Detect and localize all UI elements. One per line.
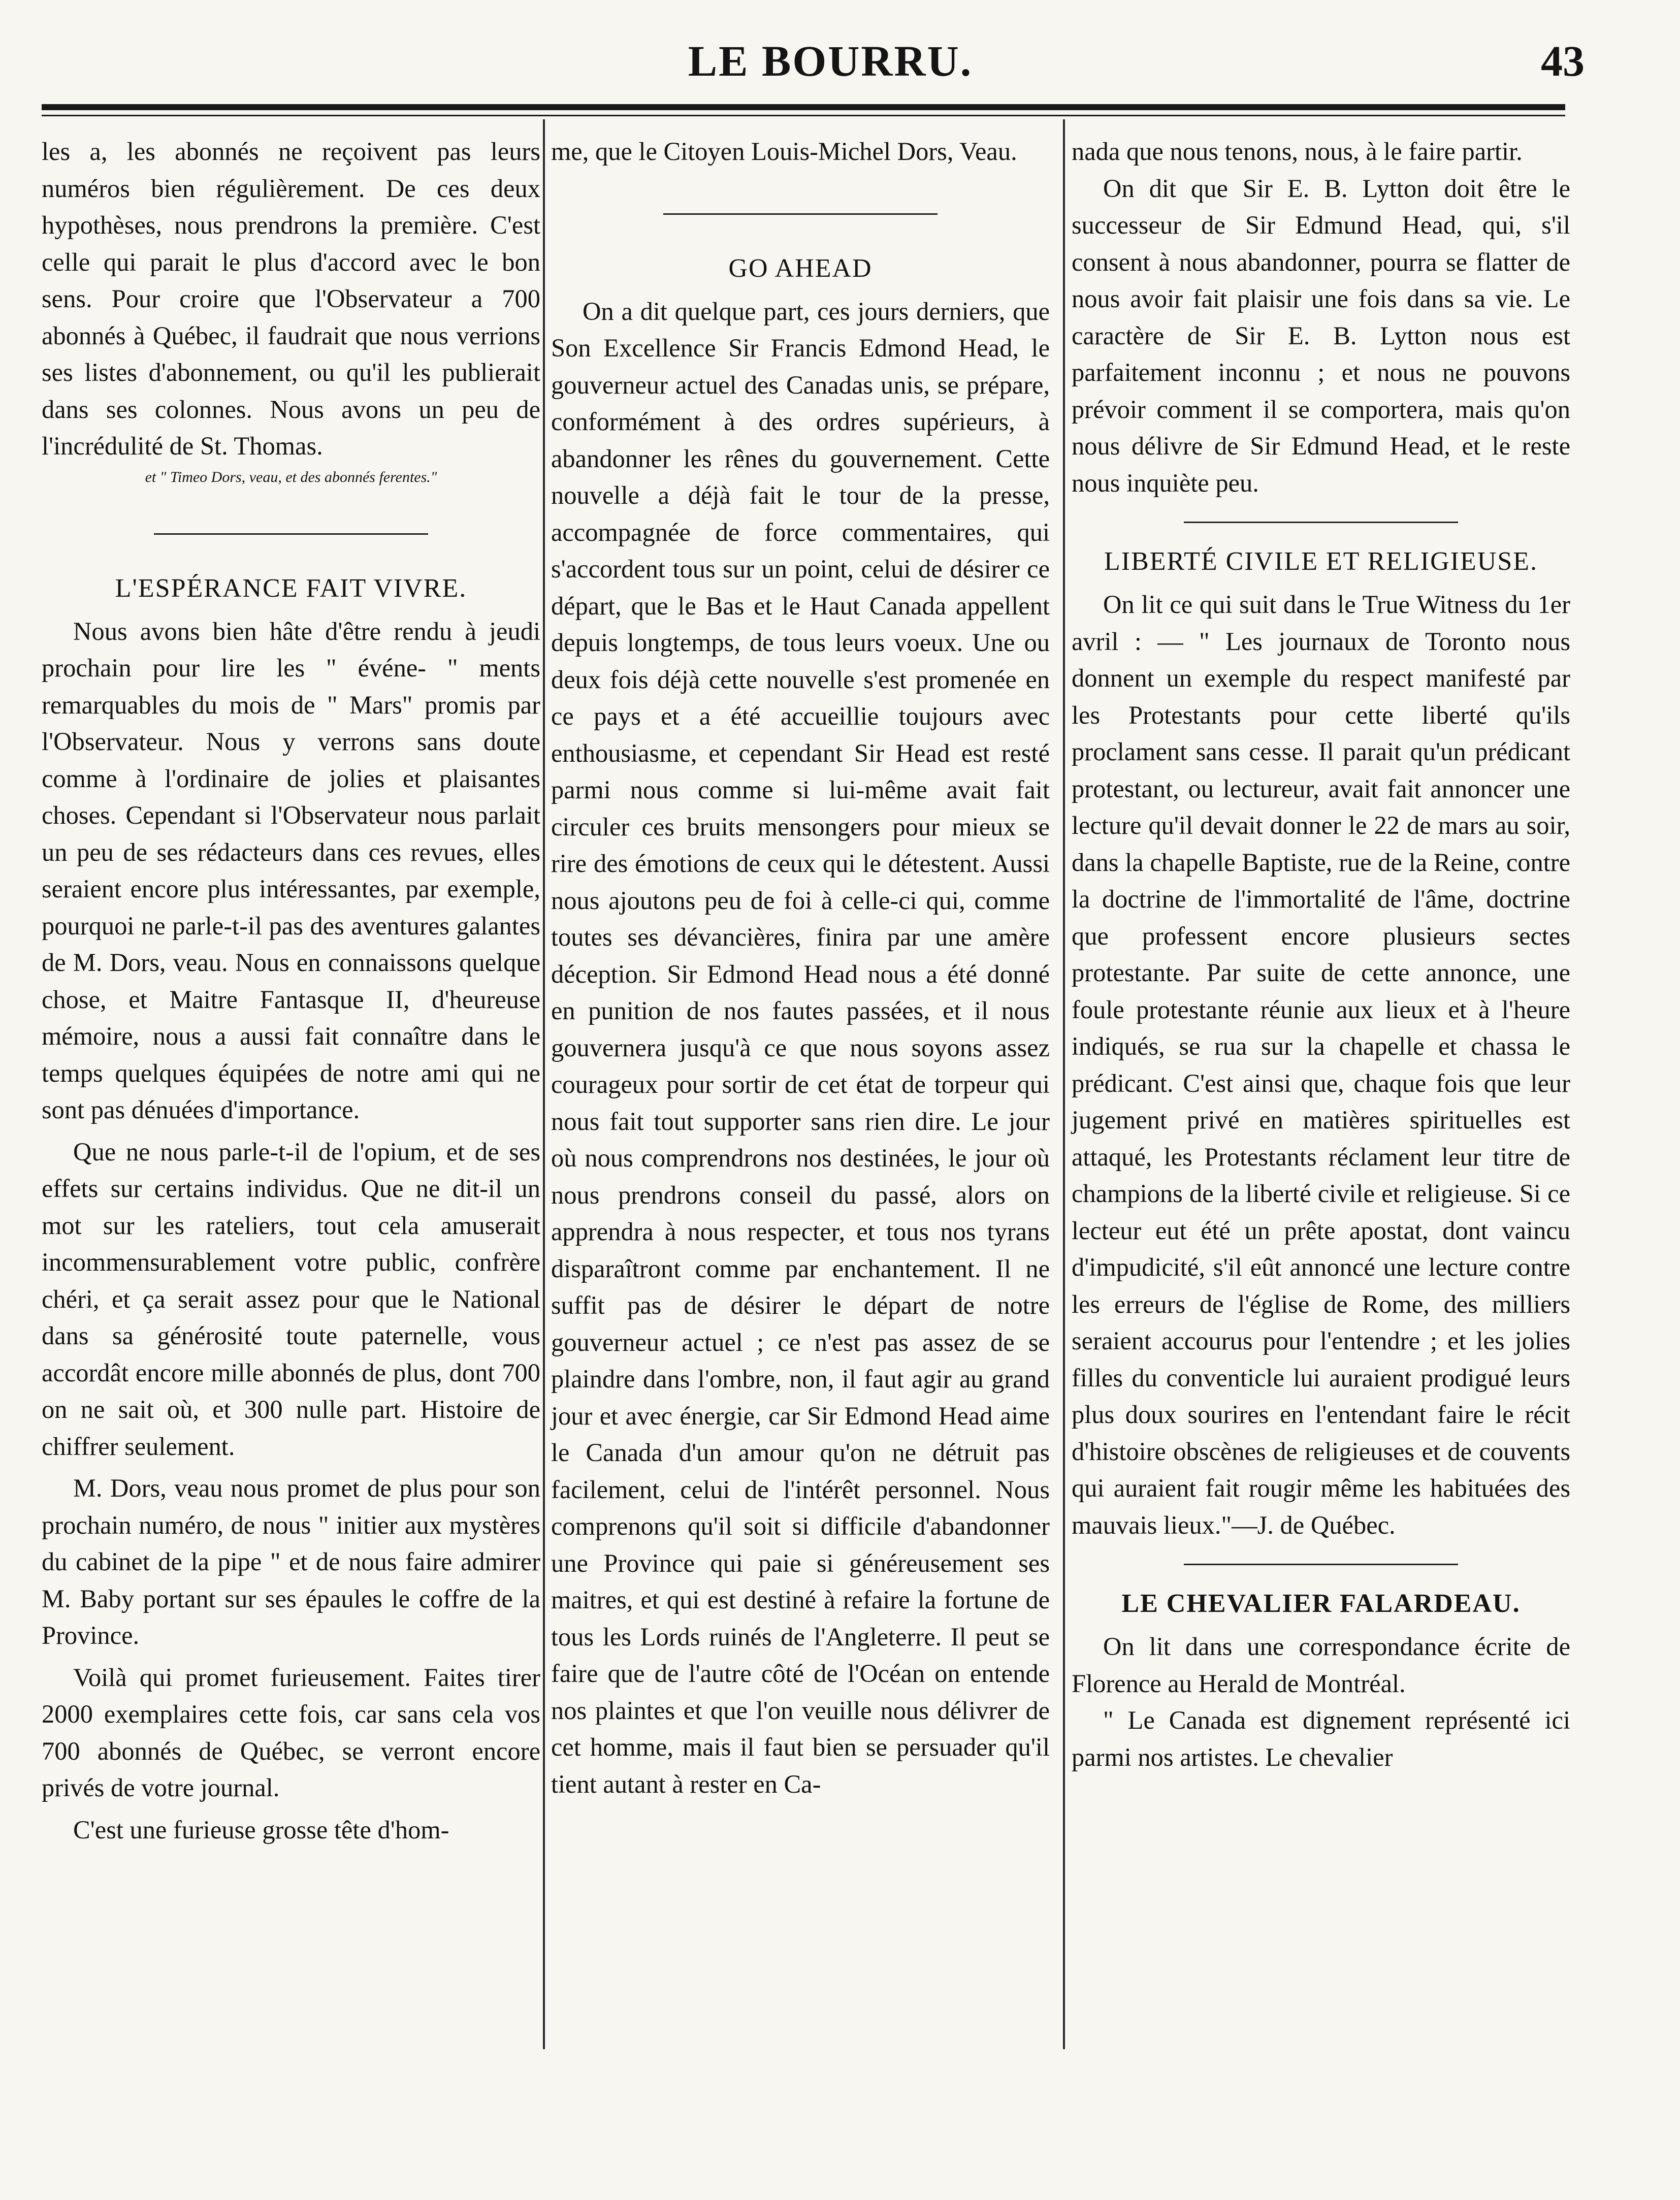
article-paragraph: On lit ce qui suit dans le True Witness du 1er avril : — " Les journaux de Toronto nous donnent un exemple du respect manifesté par les Protestants pour cette liberté qu'ils proclament sans cesse. Il parait qu'un prédicant protestant, ou lectureur, avait fait annoncer une lecture qu'il devait donner le 22 de mars au soir, dans la chapelle Baptiste, rue de la Reine, contre la doctrine de l'immortalité de l'âme, doctrine que professent encore plusieurs sectes protestante. Par suite de cette annonce, une foule protestante réunie aux lieux et à l'heure indiqués, se rua sur la chapelle et chassa le prédicant. C'est ainsi que, chaque fois que leur jugement privé en matières spirituelles est attaqué, les Protestants réclament leur titre de champions de la liberté civile et religieuse. Si ce lecteur eut été un prête apostat, dont vaincu d'impudicité, s'il eût annoncé une lecture contre les erreurs de l'église de Rome, des milliers seraient accourus pour l'entendre ; et les jolies filles du conventicle lui auraient prodigué leurs plus doux sourires en l'entendant faire le récit d'histoire obscènes de religieuses et de couvents qui auraient fait rougir même les habituées des mauvais lieux."—J. de Québec. xyxy=(1072,590,1570,1539)
article-paragraph: me, que le Citoyen Louis-Michel Dors, Veau. xyxy=(551,137,1017,166)
article-paragraph: M. Dors, veau nous promet de plus pour son prochain numéro, de nous " initier aux mystères du cabinet de la pipe " et de nous faire admirer M. Baby portant sur ses épaules le coffre de la Province. xyxy=(42,1474,540,1649)
newspaper-title: LE BOURRU. xyxy=(688,37,973,85)
article-paragraph: On a dit quelque part, ces jours derniers, que Son Excellence Sir Francis Edmond Head, le gouverneur actuel des Canadas unis, se prépare, conformément à des ordres supérieurs, à abandonner les rênes du gouvernement. Cette nouvelle a déjà fait le tour de la presse, accompagnée de force commentaires, qui s'accordent tous sur un point, celui de désirer ce départ, que le Bas et le Haut Canada appellent depuis longtemps, de tous leurs voeux. Une ou deux fois déjà cette nouvelle s'est promenée en ce pays et a été accueillie toujours avec enthousiasme, et cependant Sir Head est resté parmi nous comme si lui-même avait fait circuler ces bruits mensongers pour mieux se rire des émotions de ceux qui le détestent. Aussi nous ajoutons peu de foi à celle-ci qui, comme toutes ses dévancières, finira par une amère déception. Sir Edmond Head nous a été donné en punition de nos fautes passées, et il nous gouvernera jusqu'à ce que nous soyons assez courageux pour sortir de cet état de torpeur qui nous fait tout supporter sans rien dire. Le jour où nous comprendrons nos destinées, le jour où nous prendrons conseil du passé, alors on apprendra à nous respecter, et tous nos tyrans disparaîtront comme par enchantement. Il ne suffit pas de désirer le départ de notre gouverneur actuel ; ce n'est pas assez de se plaindre dans l'ombre, non, il faut agir au grand jour et avec énergie, car Sir Edmond Head aime le Canada d'un amour qu'on ne détruit pas facilement, celui de l'intérêt personnel. Nous comprenons qu'il soit si difficile d'abandonner une Province qui paie si généreusement ses maitres, et qui est destiné à refaire la fortune de tous les Lords ruinés de l'Angleterre. Il peut se faire que de l'autre côté de l'Océan on entende nos plaintes et que l'on veuille nous délivrer de cet homme, mais il faut bien se persuader qu'il tient autant à rester en Ca- xyxy=(551,297,1050,1798)
article-paragraph: Voilà qui promet furieusement. Faites tirer 2000 exemplaires cette fois, car sans cela vos 700 abonnés de Québec, se verront encore privés de votre journal. xyxy=(42,1663,540,1802)
article-heading: L'ESPÉRANCE FAIT VIVRE. xyxy=(115,573,467,603)
page-number: 43 xyxy=(1541,37,1585,85)
article-paragraph: C'est une furieuse grosse tête d'hom- xyxy=(73,1815,449,1844)
article-paragraph: On lit dans une correspondance écrite de Florence au Herald de Montréal. xyxy=(1072,1632,1570,1698)
article-signature: et " Timeo Dors, veau, et des abonnés ferentes." xyxy=(145,468,437,486)
column-2 xyxy=(551,133,1050,1802)
article-paragraph: " Le Canada est dignement représenté ici parmi nos artistes. Le chevalier xyxy=(1072,1706,1570,1771)
article-paragraph: Nous avons bien hâte d'être rendu à jeudi prochain pour lire les " événe- " ments remarquables du mois de " Mars" promis par l'Observateur. Nous y verrons sans doute comme à l'ordinaire de jolies et plaisantes choses. Cependant si l'Observateur nous parlait un peu de ses rédacteurs dans ces revues, elles seraient encore plus intéressantes, par exemple, pourquoi ne parle-t-il pas des aventures galantes de M. Dors, veau. Nous en connaissons quelque chose, et Maitre Fantasque II, d'heureuse mémoire, nous a aussi fait connaître dans le temps quelques équipées de notre ami qui ne sont pas dénuées d'importance. xyxy=(42,617,540,1124)
article-paragraph: On dit que Sir E. B. Lytton doit être le successeur de Sir Edmund Head, qui, s'il consent à nous abandonner, pourra se flatter de nous avoir fait plaisir une fois dans sa vie. Le caractère de Sir E. B. Lytton nous est parfaitement inconnu ; et nous ne pouvons prévoir comment il se comportera, mais qu'on nous délivre de Sir Edmund Head, et le reste nous inquiète peu. xyxy=(1072,174,1570,497)
article-heading: LIBERTÉ CIVILE ET RELIGIEUSE. xyxy=(1104,547,1538,576)
article-paragraph: Que ne nous parle-t-il de l'opium, et de ses effets sur certains individus. Que ne dit-il un mot sur les rateliers, tout cela amuserait incommensurablement votre public, confrère chéri, et ça serait assez pour que le National dans sa générosité toute paternelle, vous accordât encore mille abonnés de plus, dont 700 on ne sait où, et 300 nulle part. Histoire de chiffrer seulement. xyxy=(42,1137,540,1461)
article-paragraph: nada que nous tenons, nous, à le faire partir. xyxy=(1072,137,1523,166)
article-heading: GO AHEAD xyxy=(728,253,873,283)
column-1 xyxy=(42,133,540,1848)
article-heading: LE CHEVALIER FALARDEAU. xyxy=(1121,1589,1521,1618)
column-divider xyxy=(1063,119,1065,2049)
column-3 xyxy=(1072,133,1570,1775)
section-separator xyxy=(1184,1564,1458,1565)
section-separator xyxy=(663,213,938,215)
article-paragraph: les a, les abonnés ne reçoivent pas leurs numéros bien régulièrement. De ces deux hypothèses, nous prendrons la première. C'est celle qui parait le plus d'accord avec le bon sens. Pour croire que l'Observateur a 700 abonnés à Québec, il faudrait que nous verrions ses listes d'abonnement, ou qu'il les publierait dans ses colonnes. Nous avons un peu de l'incrédulité de St. Thomas. xyxy=(42,137,540,460)
section-separator xyxy=(1184,522,1458,523)
column-divider xyxy=(543,119,545,2049)
header-rule-thin xyxy=(42,115,1565,116)
header-rule xyxy=(42,104,1565,110)
section-separator xyxy=(154,533,428,535)
